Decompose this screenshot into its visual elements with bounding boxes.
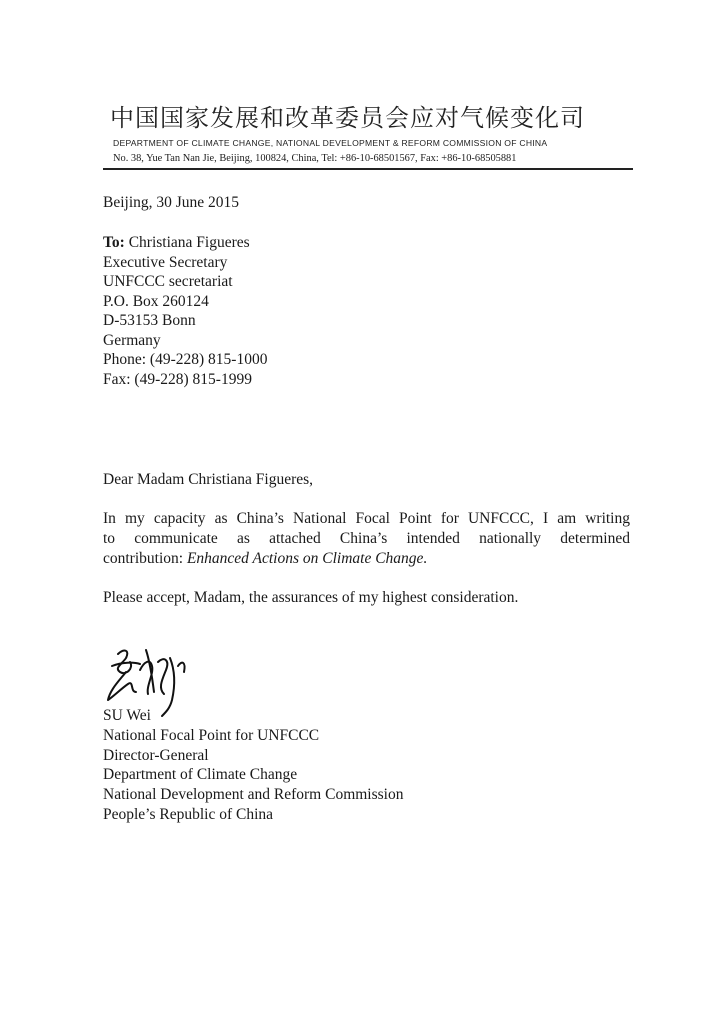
letterhead-chinese-name: 中国国家发展和改革委员会应对气候变化司 <box>110 104 585 132</box>
signer-title: Department of Climate Change <box>103 766 298 784</box>
letterhead-english-name: DEPARTMENT OF CLIMATE CHANGE, NATIONAL DEVELOPMENT & REFORM COMMISSION OF CHINA <box>113 138 548 148</box>
body-line: to communicate as attached China’s intended nationally determined <box>103 530 630 547</box>
recipient-line: Phone: (49-228) 815-1000 <box>103 351 268 368</box>
recipient-line: Germany <box>103 331 161 349</box>
signer-title: National Development and Reform Commission <box>103 786 404 804</box>
body-paragraph <box>103 509 630 569</box>
letterhead-address: No. 38, Yue Tan Nan Jie, Beijing, 100824, China, Tel: +86-10-68501567, Fax: +86-10-68505881 <box>113 153 517 164</box>
salutation: Dear Madam Christiana Figueres, <box>103 471 314 488</box>
recipient-name-line <box>103 233 267 253</box>
signer-title: Director-General <box>103 746 209 764</box>
recipient-line: P.O. Box 260124 <box>103 292 209 310</box>
recipient-line: D-53153 Bonn <box>103 312 196 329</box>
signer-title: People’s Republic of China <box>103 805 274 823</box>
recipient-block <box>103 233 267 389</box>
recipient-line: Fax: (49-228) 815-1999 <box>103 370 252 388</box>
signer-title: National Focal Point for UNFCCC <box>103 726 320 744</box>
closing-line: Please accept, Madam, the assurances of my highest consideration. <box>103 589 519 606</box>
recipient-line: UNFCCC secretariat <box>103 273 233 290</box>
body-line <box>103 549 630 569</box>
letterhead-divider <box>103 168 633 170</box>
body-line: In my capacity as China’s National Focal Point for UNFCCC, I am writing <box>103 510 630 527</box>
signer-block <box>103 706 403 825</box>
recipient-name: Christiana Figueres <box>128 234 250 251</box>
signer-name: SU Wei <box>103 707 151 724</box>
document-title: Enhanced Actions on Climate Change. <box>186 550 428 567</box>
to-label: To: <box>103 234 125 251</box>
recipient-line: Executive Secretary <box>103 253 228 271</box>
body-line-prefix: contribution: <box>103 550 187 567</box>
letter-date: Beijing, 30 June 2015 <box>103 194 240 211</box>
